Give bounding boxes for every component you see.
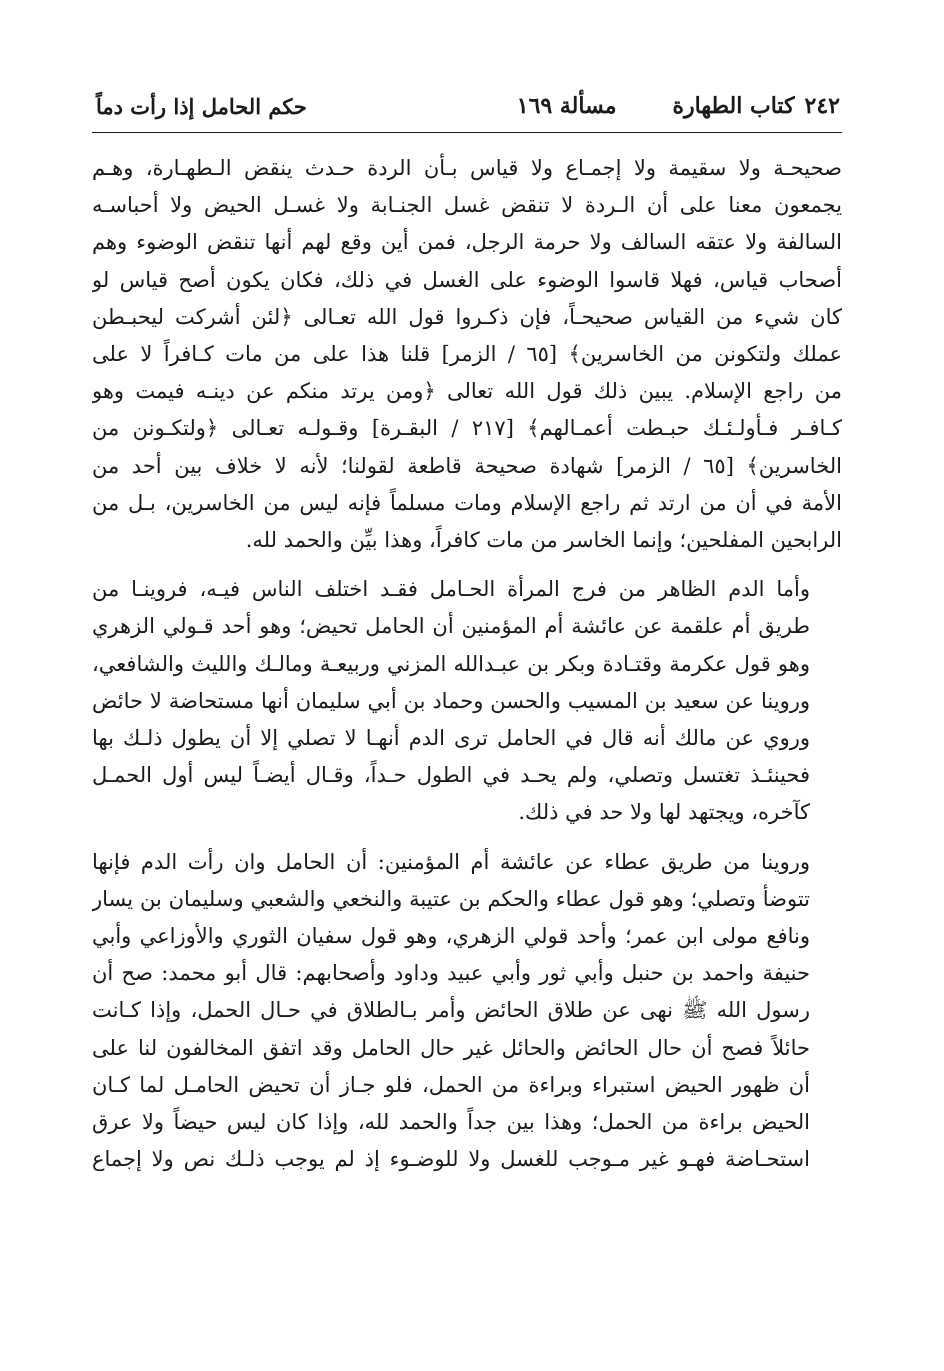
text-line: عملك ولتكونن من الخاسرين﴾ [٦٥ / الزمر] قلنا هذا على من مات كـافراً لا على [92,342,842,367]
paragraph-1 [92,150,842,559]
header-right-group [517,93,840,119]
book-title: كتاب الطهارة [672,93,795,119]
text-line: الرابحين المفلحين؛ وإنما الخاسر من مات كافراً، وهذا بيِّن والحمد لله. [245,528,842,553]
text-line: استحـاضة فهـو غير مـوجب للغسل ولا للوضـوء إذ لم يوجب ذلـك نص ولا إجماع [92,1147,810,1172]
text-line: من راجع الإسلام. يبين ذلك قول الله تعالى ﴿ومن يرتد منكم عن دينـه فيمت وهو [92,379,842,404]
text-line: فحينئـذ تغتسل وتصلي، ولم يحـد في الطول حـداً، وقـال أيضـاً ليس أول الحمـل [92,763,810,788]
text-line: وأما الدم الظاهر من فرج المرأة الحـامل فقـد اختلف الناس فيـه، فروينـا من [92,577,810,602]
text-line: وهو قول عكرمة وقتـادة وبكر بن عبـدالله المزني وربيعـة ومالـك والليث والشافعي، [92,651,810,676]
text-line: الخاسرين﴾ [٦٥ / الزمر] شهادة صحيحة قاطعة لقولنا؛ لأنه لا خلاف بين أحد من [92,453,842,478]
text-line: صحيحـة ولا سقيمة ولا إجمـاع ولا قياس بـأن الردة حـدث ينقض الـطهـارة، وهـم [92,156,842,180]
text-line: كـافـر فـأولـئـك حبـطت أعمـالهم﴾ [٢١٧ / البقـرة] وقـولـه تعـالى ﴿ولتكـونن من [92,416,842,441]
text-line: أصحاب قياس، فهلا قاسوا الوضوء على الغسل في ذلك، فكان يكون أصح قياس لو [92,267,842,292]
page-number: ٢٤٢ [804,93,840,119]
issue-number: مسألة ١٦٩ [516,93,617,119]
text-line: وروي عن مالك أنه قال في الحامل ترى الدم أنهـا لا تصلي إلا أن يطول ذلـك بها [92,726,810,751]
paragraph-3 [92,844,842,1179]
text-line: أن ظهور الحيض استبراء وبراءة من الحمل، فلو جـاز أن تحيض الحامـل لما كـان [92,1072,810,1097]
text-line: السالفة ولا عتقه السالف ولا حرمة الرجل، فمن أين وقع لهم أنها تنقض الوضوء وهم [92,230,842,255]
running-header [96,86,840,126]
running-title: حكم الحامل إذا رأت دماً [96,93,307,119]
text-line: ونافع مولى ابن عمر؛ وأحد قولي الزهري، وهو قول سفيان الثوري والأوزاعي وأبي [92,924,810,949]
text-line: وروينا من طريق عطاء عن عائشة أم المؤمنين: أن الحامل وان رأت الدم فإنها [92,849,810,874]
text-line: حائلاً فصح أن حال الحائض والحائل غير حال الحامل وقد اتفق المخالفون لنا على [92,1035,810,1060]
text-line: الحيض براءة من الحمل؛ وهذا بين جداً والحمد لله، وإذا كان ليس حيضاً ولا عرق [92,1110,810,1135]
paragraph-2 [92,571,842,831]
text-line: حنيفة واحمد بن حنبل وأبي ثور وأبي عبيد وداود وأصحابهم: قال أبو محمد: صح أن [92,961,810,986]
text-line: يجمعون معنا على أن الـردة لا تنقض غسل الجنـابة ولا غسـل الحيض ولا أحباسـه [92,193,842,218]
text-line: الأمة في أن من ارتد ثم راجع الإسلام ومات مسلماً فإنه ليس من الخاسرين، بـل من [92,490,842,515]
text-line: كان شيء من القياس صحيحـاً، فإن ذكـروا قول الله تعـالى ﴿لئن أشركت ليحبـطن [92,304,842,329]
header-rule [92,132,842,133]
text-line: طريق أم علقمة عن عائشة أم المؤمنين أن الحامل تحيض؛ وهو أحد قـولي الزهري [92,614,810,639]
text-line: وروينا عن سعيد بن المسيب والحسن وحماد بن أبي سليمان أنها مستحاضة لا حائض [92,688,810,713]
text-line: تتوضأ وتصلي؛ وهو قول عطاء والحكم بن عتيبة والنخعي والشعبي وسليمان بن يسار [92,886,810,911]
text-line: كآخره، ويجتهد لها ولا حد في ذلك. [518,800,810,825]
page-body [92,150,842,1178]
text-line: رسول الله ﷺ نهى عن طلاق الحائض وأمر بـالطلاق في حـال الحمل، وإذا كـانت [92,998,810,1023]
